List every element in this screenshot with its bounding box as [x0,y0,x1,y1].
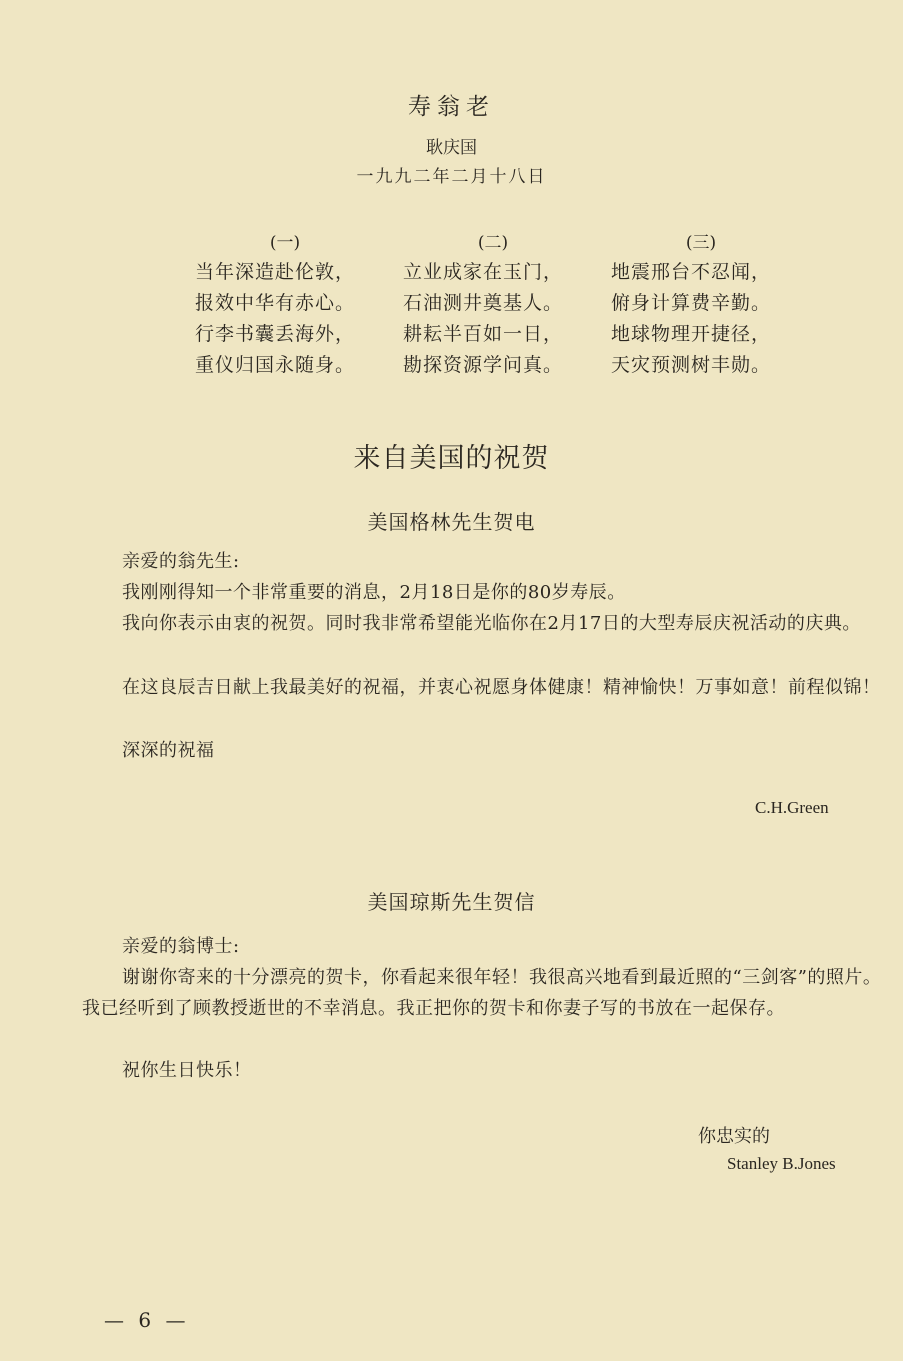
letter1-paragraph-1: 我刚刚得知一个非常重要的消息，2月18日是你的80岁寿辰。 [122,582,626,603]
stanza-number: (二) [477,233,509,253]
poem-line: 立业成家在玉门， [403,261,564,283]
letter2-closing: 你忠实的 [698,1126,770,1147]
letter1-paragraph-2: 我向你表示由衷的祝贺。同时我非常希望能光临你在2月17日的大型寿辰庆祝活动的庆典。 [122,613,861,634]
letter2-paragraph-2: 祝你生日快乐！ [122,1060,252,1081]
poem-line: 报效中华有赤心。 [195,292,356,314]
stanza-number: (一) [269,233,301,253]
poem-line: 地球物理开捷径， [611,323,772,345]
poem-line: 行李书囊丢海外， [195,323,356,345]
poem-title: 寿翁老 [408,94,495,120]
stanza-3 [611,228,831,381]
letter1-signature: C.H.Green [755,798,829,817]
poem-line: 勘探资源学问真。 [403,354,564,376]
stanza-1 [195,228,415,381]
letter1-paragraph-3: 在这良辰吉日献上我最美好的祝福，并衷心祝愿身体健康！精神愉快！万事如意！前程似锦！ [122,677,881,698]
poem-line: 天灾预测树丰勋。 [611,354,772,376]
letter2-title: 美国琼斯先生贺信 [367,890,536,914]
poem-line: 耕耘半百如一日， [403,323,564,345]
stanza-number: (三) [685,233,717,253]
section-title: 来自美国的祝贺 [353,443,550,474]
letter1-title: 美国格林先生贺电 [367,510,536,534]
letter2-greeting: 亲爱的翁博士: [122,936,240,957]
letter2-signature: Stanley B.Jones [727,1154,836,1173]
poem-author: 耿庆国 [426,138,477,158]
poem-line: 俯身计算费辛勤。 [611,292,772,314]
poem-date: 一九九二年二月十八日 [356,167,547,187]
poem-line: 当年深造赴伦敦， [195,261,356,283]
page-number: — 6 — [104,1308,190,1332]
letter2-paragraph-1: 谢谢你寄来的十分漂亮的贺卡，你看起来很年轻！我很高兴地看到最近照的“三剑客”的照片。我已经听到了顾教授逝世的不幸消息。我正把你的贺卡和你妻子写的书放在一起保存。 [82,967,882,1019]
poem-line: 地震邢台不忍闻， [611,261,772,283]
stanza-2 [403,228,623,381]
letter1-greeting: 亲爱的翁先生: [122,551,240,572]
poem-line: 重仪归国永随身。 [195,354,356,376]
letter1-closing: 深深的祝福 [122,740,215,761]
poem-line: 石油测井奠基人。 [403,292,564,314]
